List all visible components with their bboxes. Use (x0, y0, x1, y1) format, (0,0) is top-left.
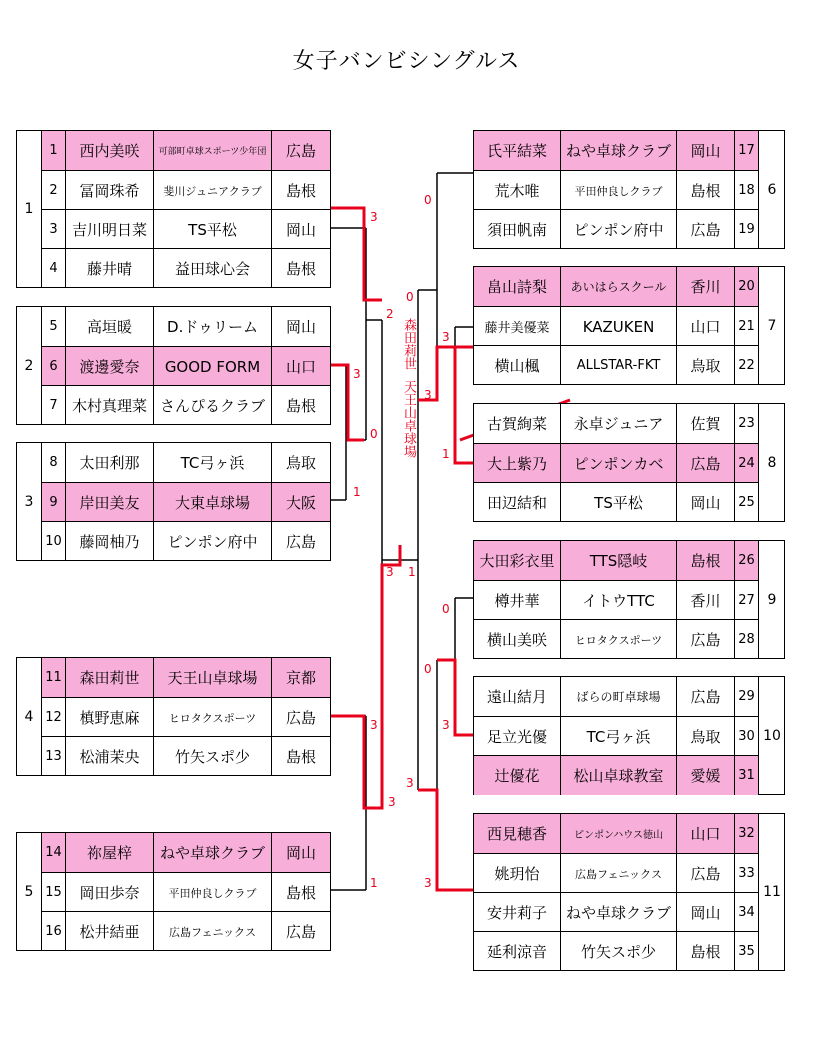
group-number: 8 (758, 404, 785, 521)
seed-number: 35 (734, 932, 758, 971)
seed-number: 1 (41, 131, 65, 170)
player-row (41, 170, 330, 210)
prefecture: 岡山 (676, 483, 734, 522)
player-name: 須田帆南 (486, 221, 547, 239)
player-name: 森田莉世 (65, 658, 153, 697)
group-10 (473, 676, 785, 795)
player-name: 槙野恵麻 (65, 698, 153, 737)
prefecture: 島根 (676, 541, 734, 580)
club-name: GOOD FORM (153, 347, 271, 386)
club-name: 松山卓球教室 (560, 756, 676, 795)
player-row (474, 267, 758, 306)
player-row (474, 345, 758, 385)
prefecture: 広島 (271, 912, 330, 951)
seed-number: 11 (41, 658, 65, 697)
group-5 (16, 832, 331, 951)
seed-number: 32 (734, 814, 758, 853)
group-7 (473, 266, 785, 385)
prefecture: 香川 (676, 267, 734, 306)
page-title: 女子バンビシングルス (292, 49, 521, 74)
player-name: 横山美咲 (486, 631, 547, 649)
player-row (474, 170, 758, 210)
seed-number: 12 (41, 698, 65, 737)
club-name: ねや卓球クラブ (153, 833, 271, 872)
seed-number: 6 (41, 347, 65, 386)
club-name: 広島フェニックス (153, 912, 271, 951)
club-name: TTS隠岐 (560, 541, 676, 580)
match-score: 3 (386, 565, 394, 579)
player-name: 西内美咲 (65, 131, 153, 170)
player-row (41, 872, 330, 912)
player-name: 荒木唯 (494, 182, 540, 200)
player-name: 藤井晴 (65, 249, 153, 288)
prefecture: 鳥取 (676, 717, 734, 756)
player-name: 太田利那 (65, 443, 153, 482)
player-row (474, 482, 758, 522)
player-name: 吉川明日菜 (65, 210, 153, 249)
player-row (41, 209, 330, 249)
champion-club: 天王山卓球場 (401, 380, 416, 458)
group-8 (473, 403, 785, 522)
player-name: 田辺結和 (486, 494, 547, 512)
club-name: 平田仲良しクラブ (560, 171, 676, 210)
player-row (474, 306, 758, 346)
match-score: 3 (406, 776, 414, 790)
group-4 (16, 657, 331, 776)
seed-number: 15 (41, 873, 65, 912)
seed-number: 19 (734, 210, 758, 249)
match-score: 3 (424, 876, 432, 890)
prefecture: 香川 (676, 581, 734, 620)
seed-number: 4 (41, 249, 65, 288)
seed-number: 18 (734, 171, 758, 210)
prefecture: 広島 (271, 131, 330, 170)
player-row (41, 385, 330, 425)
club-name: さんぴるクラブ (153, 386, 271, 425)
prefecture: 大阪 (271, 483, 330, 522)
player-name: 松井結亜 (65, 912, 153, 951)
player-row (41, 307, 330, 346)
prefecture: 鳥取 (676, 346, 734, 385)
club-name: ヒロタクスポーツ (560, 620, 676, 659)
seed-number: 29 (734, 677, 758, 716)
seed-number: 16 (41, 912, 65, 951)
club-name: ねや卓球クラブ (560, 893, 676, 932)
club-name: ばらの町卓球場 (560, 677, 676, 716)
group-number: 11 (758, 814, 785, 970)
group-number: 7 (758, 267, 785, 384)
player-row (474, 580, 758, 620)
club-name: TS平松 (560, 483, 676, 522)
club-name: ねや卓球クラブ (560, 131, 676, 170)
player-name: 西見穂香 (486, 825, 547, 843)
prefecture: 広島 (676, 444, 734, 483)
player-row (41, 346, 330, 386)
prefecture: 島根 (271, 249, 330, 288)
player-row (474, 541, 758, 580)
player-row (41, 443, 330, 482)
group-1 (16, 130, 331, 288)
group-9 (473, 540, 785, 659)
player-row (474, 892, 758, 932)
prefecture: 島根 (271, 873, 330, 912)
prefecture: 山口 (676, 814, 734, 853)
match-score: 3 (442, 330, 450, 344)
club-name: 益田球心会 (153, 249, 271, 288)
champion-label (385, 318, 415, 458)
club-name: 竹矢スポ少 (153, 737, 271, 776)
match-score: 1 (408, 565, 416, 579)
player-name: 大上紫乃 (486, 455, 547, 473)
group-number: 1 (24, 201, 34, 217)
match-score: 3 (370, 210, 378, 224)
match-score: 0 (442, 602, 450, 616)
player-name: 岡田歩奈 (65, 873, 153, 912)
seed-number: 10 (41, 522, 65, 561)
prefecture: 岡山 (271, 307, 330, 346)
player-row (41, 833, 330, 872)
player-row (474, 131, 758, 170)
player-name: 藤岡柚乃 (65, 522, 153, 561)
match-score: 0 (424, 193, 432, 207)
seed-number: 5 (41, 307, 65, 346)
club-name: ピンポン府中 (153, 522, 271, 561)
club-name: ピンポンカベ (560, 444, 676, 483)
player-row (474, 619, 758, 659)
group-number: 3 (24, 493, 34, 510)
seed-number: 3 (41, 210, 65, 249)
match-score: 0 (424, 662, 432, 676)
prefecture: 鳥取 (271, 443, 330, 482)
seed-number: 7 (41, 386, 65, 425)
match-score: 0 (406, 290, 414, 304)
player-name: 古賀絢菜 (486, 415, 547, 433)
group-number: 2 (24, 357, 34, 374)
seed-number: 33 (734, 854, 758, 893)
prefecture: 島根 (676, 932, 734, 971)
club-name: 永卓ジュニア (560, 404, 676, 443)
player-name: 藤井美優菜 (484, 321, 550, 336)
group-6 (473, 130, 785, 249)
player-row (474, 853, 758, 893)
player-row (41, 736, 330, 776)
player-name: 渡邊愛奈 (65, 347, 153, 386)
player-name: 岸田美友 (65, 483, 153, 522)
player-name: 高垣暖 (65, 307, 153, 346)
player-name: 冨岡珠希 (65, 171, 153, 210)
match-score: 1 (370, 876, 378, 890)
prefecture: 広島 (271, 698, 330, 737)
player-name: 祢屋梓 (65, 833, 153, 872)
seed-number: 27 (734, 581, 758, 620)
player-name: 樽井華 (494, 592, 540, 610)
player-name: 延利涼音 (486, 943, 547, 961)
club-name: 天王山卓球場 (153, 658, 271, 697)
prefecture: 愛媛 (676, 756, 734, 795)
champion-name: 森田莉世 (401, 318, 416, 370)
match-score: 3 (353, 367, 361, 381)
player-row (41, 521, 330, 561)
win-line (418, 790, 473, 890)
player-name: 氏平結菜 (486, 142, 547, 160)
player-row (41, 658, 330, 697)
player-name: 大田彩衣里 (479, 552, 555, 570)
seed-number: 26 (734, 541, 758, 580)
club-name: 広島フェニックス (560, 854, 676, 893)
prefecture: 山口 (676, 307, 734, 346)
player-row (474, 814, 758, 853)
club-name: 大東卓球場 (153, 483, 271, 522)
prefecture: 岡山 (676, 893, 734, 932)
win-line (329, 545, 400, 808)
player-row (474, 931, 758, 971)
seed-number: 31 (734, 756, 758, 795)
prefecture: 広島 (676, 854, 734, 893)
player-name: 辻優花 (494, 767, 540, 785)
club-name: TC弓ヶ浜 (153, 443, 271, 482)
club-name: KAZUKEN (560, 307, 676, 346)
prefecture: 島根 (271, 737, 330, 776)
win-line (455, 347, 473, 463)
seed-number: 30 (734, 717, 758, 756)
club-name: 平田仲良しクラブ (153, 873, 271, 912)
player-row (474, 716, 758, 756)
player-row (474, 404, 758, 443)
seed-number: 34 (734, 893, 758, 932)
prefecture: 広島 (271, 522, 330, 561)
seed-number: 23 (734, 404, 758, 443)
player-name: 横山楓 (494, 357, 540, 375)
club-name: TC弓ヶ浜 (560, 717, 676, 756)
seed-number: 8 (41, 443, 65, 482)
seed-number: 20 (734, 267, 758, 306)
club-name: 斐川ジュニアクラブ (153, 171, 271, 210)
seed-number: 25 (734, 483, 758, 522)
prefecture: 岡山 (271, 833, 330, 872)
seed-number: 28 (734, 620, 758, 659)
seed-number: 17 (734, 131, 758, 170)
prefecture: 岡山 (271, 210, 330, 249)
player-name: 姚玥怡 (494, 865, 540, 883)
prefecture: 広島 (676, 620, 734, 659)
player-name: 足立光優 (486, 728, 547, 746)
prefecture: 島根 (271, 386, 330, 425)
group-number: 4 (24, 708, 34, 725)
player-name: 安井莉子 (486, 904, 547, 922)
seed-number: 21 (734, 307, 758, 346)
prefecture: 山口 (271, 347, 330, 386)
player-name: 松浦茉央 (65, 737, 153, 776)
player-row (41, 482, 330, 522)
club-name: ヒロタクスポーツ (153, 698, 271, 737)
club-name: D.ドゥリーム (153, 307, 271, 346)
match-score: 3 (370, 718, 378, 732)
club-name: あいはらスクール (560, 267, 676, 306)
player-row (41, 911, 330, 951)
club-name: ピンポン府中 (560, 210, 676, 249)
seed-number: 14 (41, 833, 65, 872)
club-name: ALLSTAR-FKT (560, 346, 676, 385)
prefecture: 広島 (676, 677, 734, 716)
group-2 (16, 306, 331, 425)
player-row (41, 131, 330, 170)
group-11 (473, 813, 785, 971)
match-score: 3 (388, 795, 396, 809)
match-score: 1 (353, 485, 361, 499)
seed-number: 2 (41, 171, 65, 210)
player-name: 木村真理菜 (65, 386, 153, 425)
club-name: 可部町卓球スポーツ少年団 (153, 131, 271, 170)
group-number: 6 (758, 131, 785, 248)
group-3 (16, 442, 331, 561)
prefecture: 広島 (676, 210, 734, 249)
player-row (474, 755, 758, 795)
match-score: 3 (442, 718, 450, 732)
player-row (41, 697, 330, 737)
club-name: ピンポンハウス徳山 (560, 814, 676, 853)
player-name: 遠山結月 (486, 688, 547, 706)
player-name: 畠山詩梨 (486, 278, 547, 296)
group-number: 5 (24, 883, 34, 900)
match-score: 2 (386, 307, 394, 321)
prefecture: 京都 (271, 658, 330, 697)
club-name: 竹矢スポ少 (560, 932, 676, 971)
prefecture: 岡山 (676, 131, 734, 170)
seed-number: 22 (734, 346, 758, 385)
match-score: 0 (370, 427, 378, 441)
club-name: イトウTTC (560, 581, 676, 620)
player-row (474, 677, 758, 716)
club-name: TS平松 (153, 210, 271, 249)
prefecture: 島根 (271, 171, 330, 210)
match-score: 3 (424, 388, 432, 402)
seed-number: 9 (41, 483, 65, 522)
player-row (474, 443, 758, 483)
match-score: 1 (442, 447, 450, 461)
group-number: 9 (758, 541, 785, 658)
group-number: 10 (758, 677, 785, 794)
player-row (41, 248, 330, 288)
player-row (474, 209, 758, 249)
seed-number: 24 (734, 444, 758, 483)
prefecture: 佐賀 (676, 404, 734, 443)
seed-number: 13 (41, 737, 65, 776)
prefecture: 島根 (676, 171, 734, 210)
